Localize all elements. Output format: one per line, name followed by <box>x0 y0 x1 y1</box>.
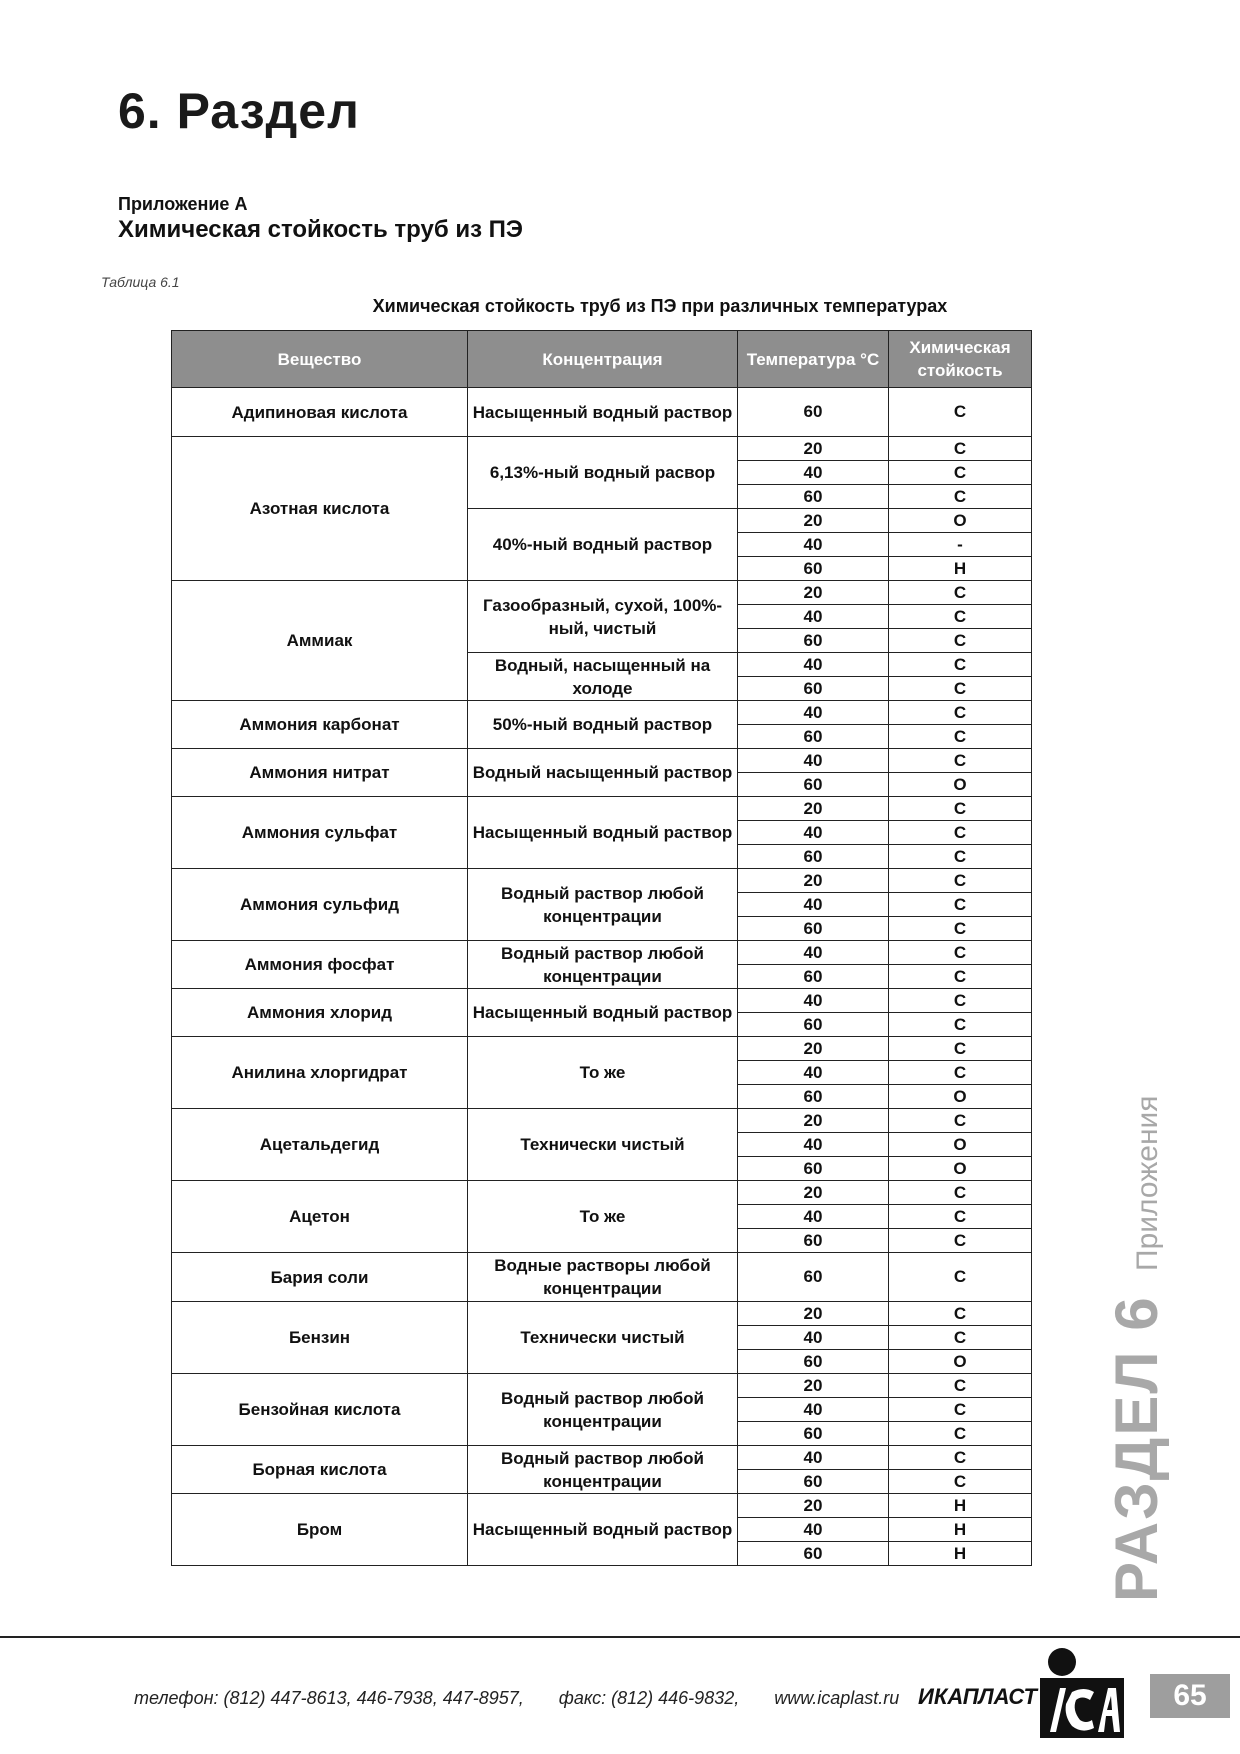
concentration-cell: Насыщенный водный раствор <box>468 388 738 437</box>
section-sidebar <box>1102 1095 1182 1602</box>
temperature-cell: 60 <box>738 917 889 941</box>
temperature-cell: 20 <box>738 1109 889 1133</box>
temperature-cell: 40 <box>738 893 889 917</box>
temperature-cell: 40 <box>738 1446 889 1470</box>
table-row <box>172 437 1032 461</box>
table-row <box>172 989 1032 1013</box>
sidebar-section-label: РАЗДЕЛ 6 <box>1103 1295 1170 1602</box>
substance-cell: Бром <box>172 1494 468 1566</box>
resistance-cell: С <box>889 461 1032 485</box>
substance-cell: Адипиновая кислота <box>172 388 468 437</box>
temperature-cell: 40 <box>738 749 889 773</box>
footer-divider <box>0 1636 1240 1638</box>
temperature-cell: 20 <box>738 1037 889 1061</box>
table-row <box>172 388 1032 437</box>
temperature-cell: 60 <box>738 629 889 653</box>
temperature-cell: 20 <box>738 1302 889 1326</box>
column-header-temperature: Температура °С <box>738 331 889 388</box>
concentration-cell: То же <box>468 1181 738 1253</box>
table-row <box>172 1302 1032 1326</box>
table-row <box>172 1253 1032 1302</box>
temperature-cell: 20 <box>738 1374 889 1398</box>
temperature-cell: 60 <box>738 845 889 869</box>
section-title: 6. Раздел <box>118 83 360 139</box>
temperature-cell: 60 <box>738 557 889 581</box>
resistance-cell: - <box>889 533 1032 557</box>
resistance-cell: О <box>889 773 1032 797</box>
concentration-cell: Водные растворы любой концентрации <box>468 1253 738 1302</box>
concentration-cell: Водный насыщенный раствор <box>468 749 738 797</box>
substance-cell: Бария соли <box>172 1253 468 1302</box>
temperature-cell: 40 <box>738 1061 889 1085</box>
table-row <box>172 749 1032 773</box>
concentration-cell: Насыщенный водный раствор <box>468 797 738 869</box>
temperature-cell: 20 <box>738 509 889 533</box>
temperature-cell: 60 <box>738 388 889 437</box>
concentration-cell: Водный раствор любой концентрации <box>468 869 738 941</box>
concentration-cell: То же <box>468 1037 738 1109</box>
footer-phone: телефон: (812) 447-8613, 446-7938, 447-8957, <box>134 1688 524 1708</box>
table-header-row <box>172 331 1032 388</box>
resistance-cell: О <box>889 1085 1032 1109</box>
resistance-cell: С <box>889 845 1032 869</box>
concentration-cell: Водный раствор любой концентрации <box>468 941 738 989</box>
concentration-cell: 6,13%-ный водный расвор <box>468 437 738 509</box>
table-row <box>172 701 1032 725</box>
resistance-cell: С <box>889 1374 1032 1398</box>
temperature-cell: 60 <box>738 1085 889 1109</box>
table-row <box>172 1037 1032 1061</box>
table-row <box>172 1494 1032 1518</box>
resistance-cell: С <box>889 1302 1032 1326</box>
concentration-cell: Технически чистый <box>468 1109 738 1181</box>
temperature-cell: 40 <box>738 1398 889 1422</box>
resistance-cell: О <box>889 509 1032 533</box>
temperature-cell: 40 <box>738 1518 889 1542</box>
substance-cell: Аммония фосфат <box>172 941 468 989</box>
resistance-cell: С <box>889 749 1032 773</box>
resistance-cell: С <box>889 1398 1032 1422</box>
resistance-cell: С <box>889 437 1032 461</box>
resistance-cell: Н <box>889 557 1032 581</box>
temperature-cell: 20 <box>738 581 889 605</box>
concentration-cell: Насыщенный водный раствор <box>468 1494 738 1566</box>
substance-cell: Аммония карбонат <box>172 701 468 749</box>
substance-cell: Бензин <box>172 1302 468 1374</box>
resistance-cell: С <box>889 821 1032 845</box>
temperature-cell: 60 <box>738 1229 889 1253</box>
substance-cell: Анилина хлоргидрат <box>172 1037 468 1109</box>
table-caption: Химическая стойкость труб из ПЭ при различных температурах <box>372 296 948 316</box>
temperature-cell: 60 <box>738 1470 889 1494</box>
temperature-cell: 60 <box>738 1422 889 1446</box>
table-row <box>172 941 1032 965</box>
resistance-cell: С <box>889 725 1032 749</box>
footer-website[interactable]: www.icaplast.ru <box>774 1688 900 1708</box>
appendix-label: Приложение А <box>118 194 248 214</box>
temperature-cell: 60 <box>738 965 889 989</box>
resistance-cell: С <box>889 1470 1032 1494</box>
resistance-cell: С <box>889 965 1032 989</box>
resistance-cell: С <box>889 917 1032 941</box>
chemical-resistance-table <box>171 330 1032 1566</box>
substance-cell: Азотная кислота <box>172 437 468 581</box>
temperature-cell: 60 <box>738 725 889 749</box>
resistance-cell: С <box>889 869 1032 893</box>
column-header-substance: Вещество <box>172 331 468 388</box>
resistance-cell: С <box>889 1037 1032 1061</box>
temperature-cell: 40 <box>738 821 889 845</box>
resistance-cell: С <box>889 1422 1032 1446</box>
table-row <box>172 1446 1032 1470</box>
substance-cell: Аммония хлорид <box>172 989 468 1037</box>
concentration-cell: 40%-ный водный раствор <box>468 509 738 581</box>
temperature-cell: 40 <box>738 533 889 557</box>
concentration-cell: Газообразный, сухой, 100%-ный, чистый <box>468 581 738 653</box>
sidebar-section-subtitle: Приложения <box>1131 1095 1164 1271</box>
temperature-cell: 40 <box>738 461 889 485</box>
resistance-cell: Н <box>889 1542 1032 1566</box>
column-header-resistance: Химическая стойкость <box>889 331 1032 388</box>
concentration-cell: Насыщенный водный раствор <box>468 989 738 1037</box>
temperature-cell: 20 <box>738 797 889 821</box>
concentration-cell: Водный, насыщенный на холоде <box>468 653 738 701</box>
substance-cell: Ацетальдегид <box>172 1109 468 1181</box>
table-row <box>172 797 1032 821</box>
substance-cell: Аммония сульфат <box>172 797 468 869</box>
concentration-cell: Водный раствор любой концентрации <box>468 1446 738 1494</box>
resistance-cell: С <box>889 581 1032 605</box>
resistance-cell: С <box>889 677 1032 701</box>
resistance-cell: С <box>889 1253 1032 1302</box>
footer-fax: факс: (812) 446-9832, <box>558 1688 740 1708</box>
table-row <box>172 1374 1032 1398</box>
temperature-cell: 40 <box>738 605 889 629</box>
substance-cell: Аммония сульфид <box>172 869 468 941</box>
substance-cell: Бензойная кислота <box>172 1374 468 1446</box>
resistance-cell: Н <box>889 1494 1032 1518</box>
ica-logo-icon <box>1036 1646 1126 1742</box>
concentration-cell: Водный раствор любой концентрации <box>468 1374 738 1446</box>
table-row <box>172 869 1032 893</box>
brand-name: ИКАПЛАСТ <box>918 1684 1037 1709</box>
substance-cell: Ацетон <box>172 1181 468 1253</box>
temperature-cell: 60 <box>738 1253 889 1302</box>
resistance-cell: О <box>889 1350 1032 1374</box>
resistance-cell: С <box>889 1013 1032 1037</box>
table-row <box>172 1109 1032 1133</box>
resistance-cell: С <box>889 1205 1032 1229</box>
temperature-cell: 40 <box>738 1326 889 1350</box>
column-header-concentration: Концентрация <box>468 331 738 388</box>
resistance-cell: С <box>889 797 1032 821</box>
resistance-cell: С <box>889 989 1032 1013</box>
table-body <box>172 388 1032 1566</box>
resistance-cell: О <box>889 1133 1032 1157</box>
resistance-cell: С <box>889 653 1032 677</box>
resistance-cell: О <box>889 1157 1032 1181</box>
resistance-cell: С <box>889 485 1032 509</box>
temperature-cell: 20 <box>738 1181 889 1205</box>
temperature-cell: 20 <box>738 437 889 461</box>
temperature-cell: 60 <box>738 1157 889 1181</box>
temperature-cell: 60 <box>738 1013 889 1037</box>
table-number: Таблица 6.1 <box>101 274 180 290</box>
resistance-cell: С <box>889 1181 1032 1205</box>
temperature-cell: 60 <box>738 1542 889 1566</box>
table-row <box>172 581 1032 605</box>
temperature-cell: 40 <box>738 653 889 677</box>
resistance-cell: С <box>889 941 1032 965</box>
resistance-cell: С <box>889 605 1032 629</box>
substance-cell: Аммиак <box>172 581 468 701</box>
temperature-cell: 60 <box>738 773 889 797</box>
temperature-cell: 40 <box>738 941 889 965</box>
appendix-title: Химическая стойкость труб из ПЭ <box>118 216 523 243</box>
temperature-cell: 40 <box>738 989 889 1013</box>
resistance-cell: Н <box>889 1518 1032 1542</box>
temperature-cell: 60 <box>738 485 889 509</box>
concentration-cell: Технически чистый <box>468 1302 738 1374</box>
substance-cell: Борная кислота <box>172 1446 468 1494</box>
page-number: 65 <box>1150 1674 1230 1718</box>
resistance-cell: С <box>889 629 1032 653</box>
resistance-cell: С <box>889 388 1032 437</box>
footer-contacts <box>134 1688 929 1709</box>
temperature-cell: 60 <box>738 1350 889 1374</box>
resistance-cell: С <box>889 1109 1032 1133</box>
resistance-cell: С <box>889 1229 1032 1253</box>
temperature-cell: 60 <box>738 677 889 701</box>
substance-cell: Аммония нитрат <box>172 749 468 797</box>
temperature-cell: 40 <box>738 1205 889 1229</box>
resistance-cell: С <box>889 1446 1032 1470</box>
resistance-cell: С <box>889 1326 1032 1350</box>
concentration-cell: 50%-ный водный раствор <box>468 701 738 749</box>
table-row <box>172 1181 1032 1205</box>
temperature-cell: 20 <box>738 869 889 893</box>
resistance-cell: С <box>889 893 1032 917</box>
temperature-cell: 40 <box>738 1133 889 1157</box>
temperature-cell: 40 <box>738 701 889 725</box>
temperature-cell: 20 <box>738 1494 889 1518</box>
resistance-cell: С <box>889 1061 1032 1085</box>
resistance-cell: С <box>889 701 1032 725</box>
